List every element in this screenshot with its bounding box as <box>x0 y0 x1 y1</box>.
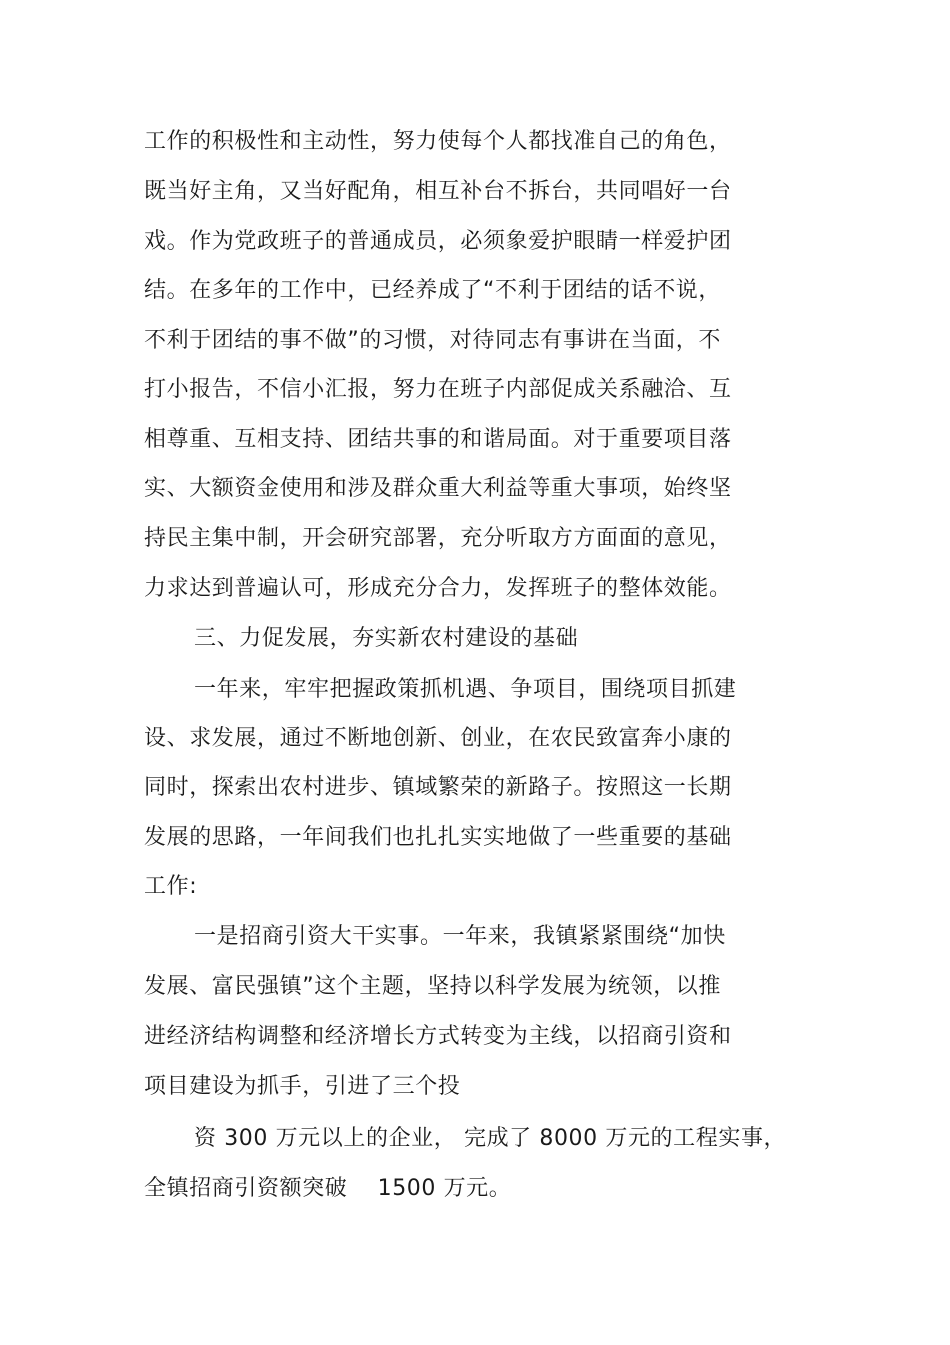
body-text-line: 发展、富民强镇”这个主题，坚持以科学发展为统领，以推 <box>144 974 721 999</box>
body-text-line: 结。在多年的工作中，已经养成了“不利于团结的话不说， <box>144 278 721 303</box>
body-text-line: 工作: <box>144 874 198 899</box>
body-text-line: 全镇招商引资额突破 1500 万元。 <box>144 1176 512 1201</box>
body-text-line: 资 300 万元以上的企业， 完成了 8000 万元的工程实事， <box>194 1126 787 1151</box>
body-text-line: 戏。作为党政班子的普通成员，必须象爱护眼睛一样爱护团 <box>144 229 732 254</box>
body-text-line: 一年来，牢牢把握政策抓机遇、争项目，围绕项目抓建 <box>194 677 737 702</box>
body-text-line: 一是招商引资大干实事。一年来，我镇紧紧围绕“加快 <box>194 924 726 949</box>
body-text-line: 力求达到普遍认可，形成充分合力，发挥班子的整体效能。 <box>144 576 732 601</box>
body-text-line: 设、求发展，通过不断地创新、创业，在农民致富奔小康的 <box>144 726 732 751</box>
body-text-line: 持民主集中制，开会研究部署，充分听取方方面面的意见， <box>144 526 732 551</box>
body-text-line: 既当好主角，又当好配角，相互补台不拆台，共同唱好一台 <box>144 179 732 204</box>
body-text-line: 进经济结构调整和经济增长方式转变为主线，以招商引资和 <box>144 1024 732 1049</box>
body-text-line: 同时，探索出农村进步、镇域繁荣的新路子。按照这一长期 <box>144 775 732 800</box>
body-text-line: 工作的积极性和主动性，努力使每个人都找准自己的角色， <box>144 129 732 154</box>
body-text-line: 打小报告，不信小汇报，努力在班子内部促成关系融洽、互 <box>144 377 732 402</box>
body-text-line: 不利于团结的事不做”的习惯，对待同志有事讲在当面，不 <box>144 328 721 353</box>
body-text-line: 实、大额资金使用和涉及群众重大利益等重大事项，始终坚 <box>144 476 732 501</box>
section-heading: 三、力促发展，夯实新农村建设的基础 <box>194 626 579 651</box>
body-text-line: 项目建设为抓手，引进了三个投 <box>144 1074 461 1099</box>
body-text-line: 发展的思路，一年间我们也扎扎实实地做了一些重要的基础 <box>144 825 732 850</box>
body-text-line: 相尊重、互相支持、团结共事的和谐局面。对于重要项目落 <box>144 427 732 452</box>
